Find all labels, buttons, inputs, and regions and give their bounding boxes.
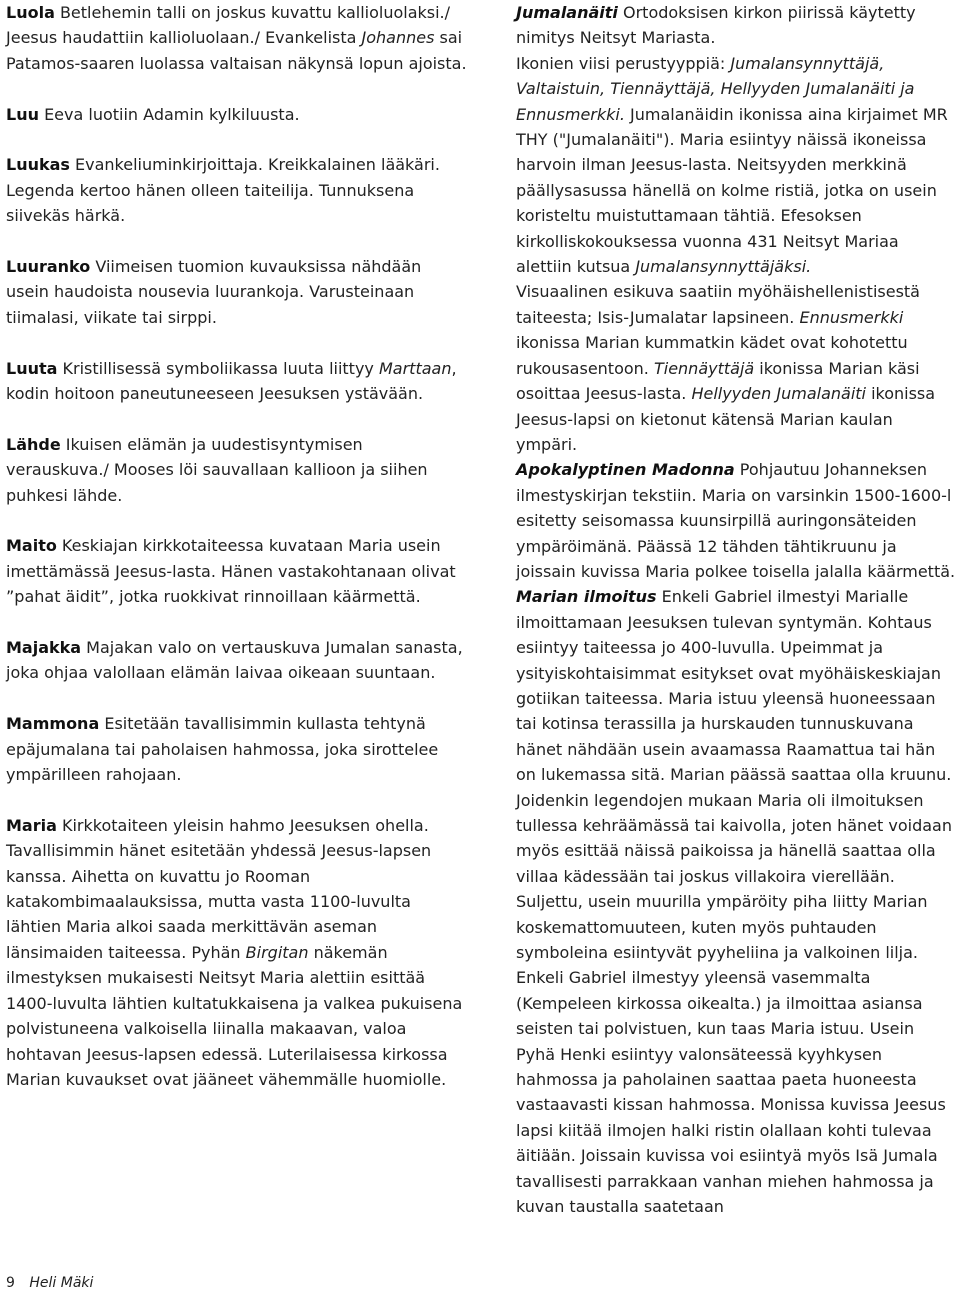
entry-text: Ikuisen elämän ja uudestisyntymisen verauskuva./ Mooses löi sauvallaan kallioon ja siihen puhkesi lähde.: [6, 434, 428, 505]
entry-text: Ikonien viisi perustyyppiä:: [516, 53, 731, 73]
entry-term: Lähde: [6, 434, 61, 454]
entry-text: ikonissa Jeesus-lapsi on kietonut kätensä Marian kaulan ympäri.: [516, 384, 936, 454]
entry-term: Majakka: [6, 638, 82, 658]
entry-text: Enkeli Gabriel ilmestyi Marialle ilmoittamaan Jeesuksen tulevan syntymän. Kohtaus esiintyy taiteessa jo 400-luvulla. Upeimmat ja ysityiskohtaisimmat esitykset ovat myöhäiskeskiajan gotiikan taiteessa. Maria istuu yleensä huoneessaan tai kotinsa terassilla ja hurskauden tunnuskuvana hänet nähdään usein avaamassa Raamattua tai hän on lukemassa sitä. Marian päässä saattaa olla kruunu. Joidenkin legendojen mukaan Maria oli ilmoituksen tullessa kehräämässä tai kaivolla, joten hänet voidaan myös esittää näissä paikoissa ja hänellä saattaa olla villaa kädessään tai joskus villakoira vierellään. Suljettu, usein muurilla ympäröity piha liitty Marian koskemattomuuteen, kuten myös puhtauden symboleina esiintyvät pyyheliina ja valkoinen lilja. Enkeli Gabriel ilmestyy yleensä vasemmalta (Kempeleen kirkossa oikealta.) ja ilmoittaa asiansa seisten tai polvistuen, kun taas Maria istuu. Usein Pyhä Henki esiintyy valonsäteessä kyyhkysen hahmossa ja paholainen saattaa paeta huoneesta vastaavasti kissan hahmossa. Monissa kuvissa Jeesus lapsi kiitää ilmojen halki ristin olallaan kohti tulevaa äitiään. Joissain kuvissa voi esiintyä myös Isä Jumala tavallisesti parrakkaan vanhan miehen hahmossa ja kuvan taustalla saatetaan: [516, 587, 952, 1217]
entry-text: Keskiajan kirkkotaiteessa kuvataan Maria usein imettämässä Jeesus-lasta. Hänen vastakohtanaan olivat ”pahat äidit”, jotka ruokkivat rinnoillaan käärmettä.: [6, 536, 456, 607]
entry-text: Visuaalinen esikuva saatiin myöhäishellenistisestä taiteesta; Isis-Jumalatar lapsineen.: [516, 282, 920, 327]
glossary-entry: [516, 0, 956, 1220]
right-column: [516, 0, 956, 1245]
emphasis-text: Birgitan: [245, 942, 309, 962]
glossary-entry: [6, 813, 468, 1092]
entry-text: näkemän ilmestyksen mukaisesti Neitsyt Maria alettiin esittää 1400-luvulta lähtien kultatukkaisena ja valkea pukuisena polvistuneena valkoisella liinalla makaavan, valoa hohtavan Jeesus-lapsen edessä. Luterilaisessa kirkossa Marian kuvaukset ovat jääneet vähemmälle huomiolle.: [6, 942, 463, 1089]
entry-text: ikonissa Marian käsi osoittaa Jeesus-lasta.: [516, 358, 920, 404]
entry-term: Maito: [6, 536, 57, 556]
entry-term: Maria: [6, 815, 57, 835]
left-column: [6, 0, 468, 1118]
entry-text: Ortodoksisen kirkon piirissä käytetty nimitys Neitsyt Mariasta.: [516, 3, 916, 48]
entry-term: Mammona: [6, 714, 100, 734]
entry-text: Kristillisessä symboliikassa luuta liittyy: [57, 358, 379, 378]
entry-text: sai Patamos-saaren luolassa valtaisan näkynsä lopun ajoista.: [6, 28, 467, 73]
entry-term: Marian ilmoitus: [516, 587, 657, 607]
entry-text: ikonissa Marian kummatkin kädet ovat kohotettu rukousasentoon.: [516, 333, 908, 378]
entry-text: Betlehemin talli on joskus kuvattu kallioluolaksi./ Jeesus haudattiin kallioluolaan./ Evankelista: [6, 3, 451, 48]
entry-text: Evankeliuminkirjoittaja. Kreikkalainen lääkäri. Legenda kertoo hänen olleen taiteilija. Tunnuksena siivekäs härkä.: [6, 155, 440, 226]
emphasis-text: Ennusmerkki: [799, 307, 904, 327]
entry-term: Luola: [6, 3, 55, 22]
glossary-entry: [6, 711, 468, 787]
entry-text: Viimeisen tuomion kuvauksissa nähdään usein haudoista nousevia luurankoja. Varusteinaan tiimalasi, viikate tai sirppi.: [6, 257, 422, 327]
glossary-entry: [6, 152, 468, 228]
page-footer: [6, 1274, 93, 1292]
entry-term: Apokalyptinen Madonna: [516, 460, 735, 480]
glossary-entry: [6, 254, 468, 330]
entry-term: Jumalanäiti: [516, 3, 618, 22]
entry-term: Luu: [6, 104, 39, 124]
glossary-entry: [6, 533, 468, 609]
emphasis-text: Jumalansynnyttäjäksi.: [635, 257, 812, 277]
page-number: 9: [6, 1275, 15, 1291]
entry-text: Jumalanäidin ikonissa aina kirjaimet MR THY ("Jumalanäiti"). Maria esiintyy näissä ikoneissa harvoin ilman Jeesus-lasta. Neitsyyden merkkinä päällysasussa hänellä on kolme ristiä, jotka on usein koristeltu muistuttamaan tähtiä. Efesoksen kirkolliskokouksessa vuonna 431 Neitsyt Mariaa alettiin kutsua: [516, 104, 948, 277]
entry-term: Luukas: [6, 155, 70, 175]
entry-text: Kirkkotaiteen yleisin hahmo Jeesuksen ohella. Tavallisimmin hänet esitetään yhdessä Jeesus-lapsen kanssa. Aihetta on kuvattu jo Rooman katakombimaalauksissa, mutta vasta 1100-luvulta lähtien Maria alkoi saada merkittävän aseman länsimaiden taiteessa. Pyhän: [6, 815, 432, 962]
emphasis-text: Hellyyden Jumalanäiti: [691, 384, 866, 404]
entry-text: Majakan valo on vertauskuva Jumalan sanasta, joka ohjaa valollaan elämän laivaa oikeaan suuntaan.: [6, 638, 463, 683]
glossary-entry: [6, 356, 468, 407]
glossary-entry: [6, 635, 468, 686]
entry-text: , kodin hoitoon paneutuneeseen Jeesuksen ystävään.: [6, 358, 457, 404]
author-name: Heli Mäki: [29, 1275, 94, 1291]
entry-text: Eeva luotiin Adamin kylkiluusta.: [38, 104, 300, 124]
entry-text: Pohjautuu Johanneksen ilmestyskirjan tekstiin. Maria on varsinkin 1500-1600-l esitetty seisomassa kuunsirpillä auringonsäteiden ympäröimänä. Päässä 12 tähden tähtikruunu ja joissain kuvissa Maria polkee toisella jalalla käärmettä.: [516, 460, 956, 581]
emphasis-text: Marttaan: [378, 358, 452, 378]
entry-term: Luuta: [6, 358, 58, 378]
glossary-entry: [6, 0, 468, 76]
emphasis-text: Tiennäyttäjä: [653, 358, 755, 378]
entry-term: Luuranko: [6, 257, 91, 277]
emphasis-text: Jumalansynnyttäjä, Valtaistuin, Tiennäyttäjä, Hellyyden Jumalanäiti ja Ennusmerkki.: [516, 53, 915, 124]
emphasis-text: Johannes: [361, 28, 435, 48]
glossary-entry: [6, 432, 468, 508]
glossary-entry: [6, 102, 468, 127]
entry-text: Esitetään tavallisimmin kullasta tehtynä epäjumalana tai paholaisen hahmossa, joka sirottelee ympärilleen rahojaan.: [6, 714, 439, 785]
